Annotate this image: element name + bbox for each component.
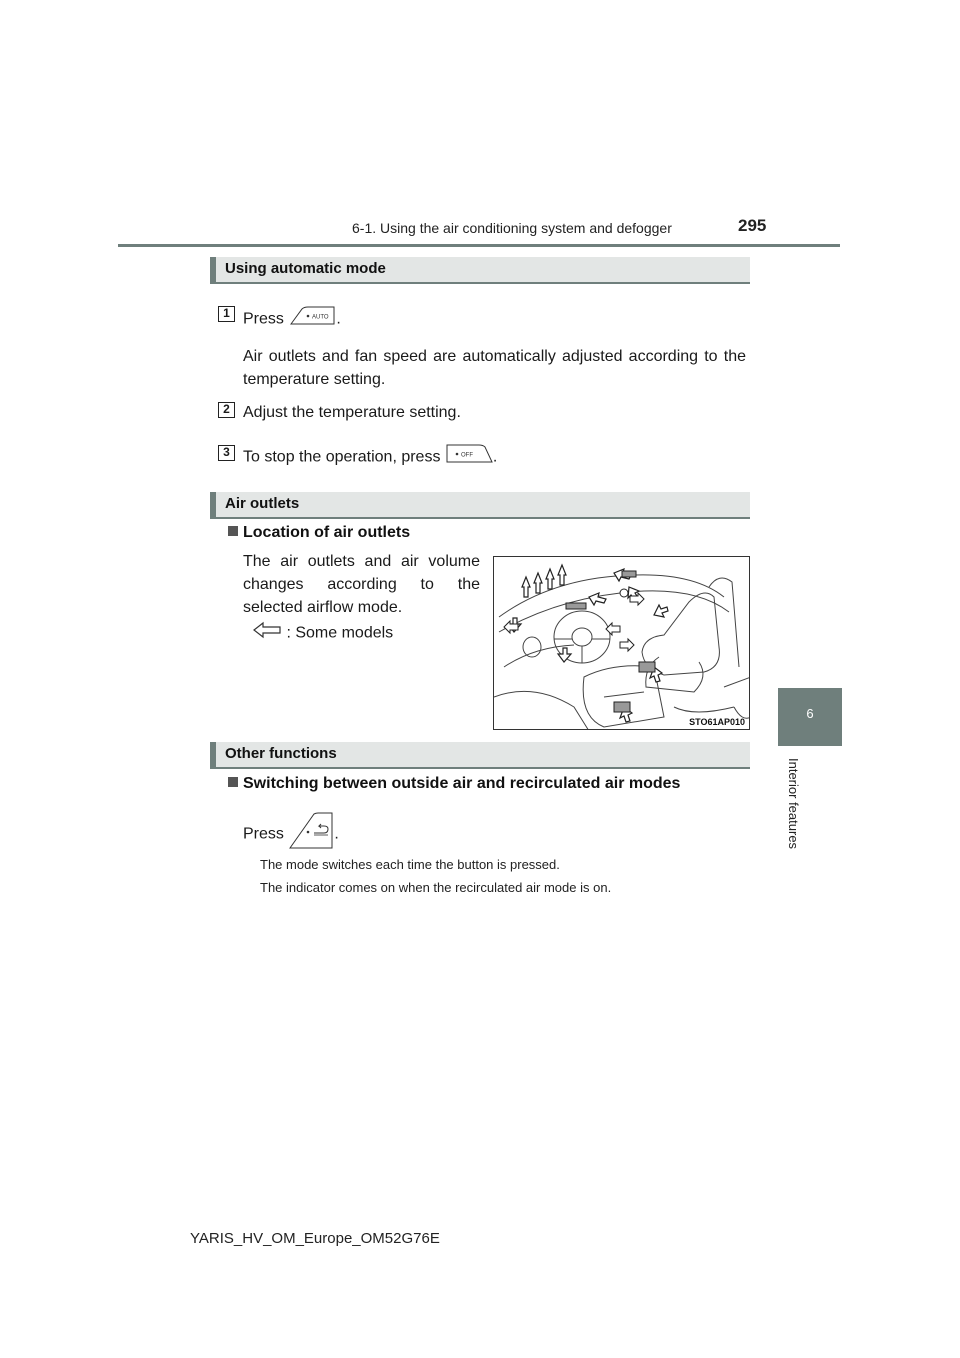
footer-document-id: YARIS_HV_OM_Europe_OM52G76E <box>190 1230 440 1247</box>
recirculate-button-icon <box>288 812 334 857</box>
bullet-square-icon <box>228 526 238 536</box>
legend-text: : Some models <box>286 624 394 642</box>
air-outlets-figure <box>493 556 750 730</box>
step-number-1: 1 <box>218 306 235 322</box>
auto-button-label: AUTO <box>312 314 329 321</box>
press-label: Press <box>243 825 284 843</box>
note-indicator: The indicator comes on when the recirculated air mode is on. <box>260 880 612 895</box>
step-3-stop-text: To stop the operation, press <box>243 448 441 466</box>
chapter-number: 6 <box>806 706 814 721</box>
bullet-square-icon <box>228 777 238 787</box>
chapter-label-container <box>787 758 801 858</box>
header-divider <box>118 244 840 247</box>
off-button-icon <box>445 444 493 471</box>
section-heading-text: Other functions <box>225 745 337 762</box>
step-3-text <box>243 444 497 471</box>
section-heading-air-outlets <box>210 492 750 519</box>
note-mode-switches: The mode switches each time the button is pressed. <box>260 857 560 872</box>
section-heading-text: Using automatic mode <box>225 260 386 277</box>
step-1-text <box>243 306 341 333</box>
subheading-location-air-outlets <box>228 524 410 542</box>
page-number: 295 <box>738 216 767 235</box>
auto-button-icon <box>288 306 336 333</box>
off-button-label: OFF <box>460 452 473 459</box>
recirculate-press-text <box>243 812 339 857</box>
section-heading-text: Air outlets <box>225 495 300 512</box>
legend-some-models <box>252 621 393 646</box>
step-1-period: . <box>336 310 341 328</box>
press-period: . <box>334 825 339 843</box>
step-number-2: 2 <box>218 402 235 418</box>
subheading-switching-air-modes <box>228 775 680 793</box>
chapter-tab <box>778 688 842 746</box>
chapter-label: Interior features <box>786 758 801 850</box>
figure-code: STO61AP010 <box>689 717 745 727</box>
section-heading-other-functions <box>210 742 750 769</box>
step-2-text: Adjust the temperature setting. <box>243 404 461 421</box>
step-1-press-text: Press <box>243 310 284 328</box>
car-interior-illustration <box>494 557 750 730</box>
step-number-3: 3 <box>218 445 235 461</box>
step-1-detail: Air outlets and fan speed are automatically adjusted according to the temperature setting. <box>243 348 746 388</box>
air-outlets-description: The air outlets and air volume changes according to the selected airflow mode. <box>243 553 480 616</box>
outlined-arrow-icon <box>252 621 282 646</box>
subheading-text: Switching between outside air and recirculated air modes <box>243 775 681 792</box>
section-heading-automatic-mode <box>210 257 750 284</box>
header-section-title: 6-1. Using the air conditioning system and defogger <box>352 220 672 236</box>
step-3-period: . <box>492 448 498 466</box>
subheading-text: Location of air outlets <box>243 524 411 541</box>
